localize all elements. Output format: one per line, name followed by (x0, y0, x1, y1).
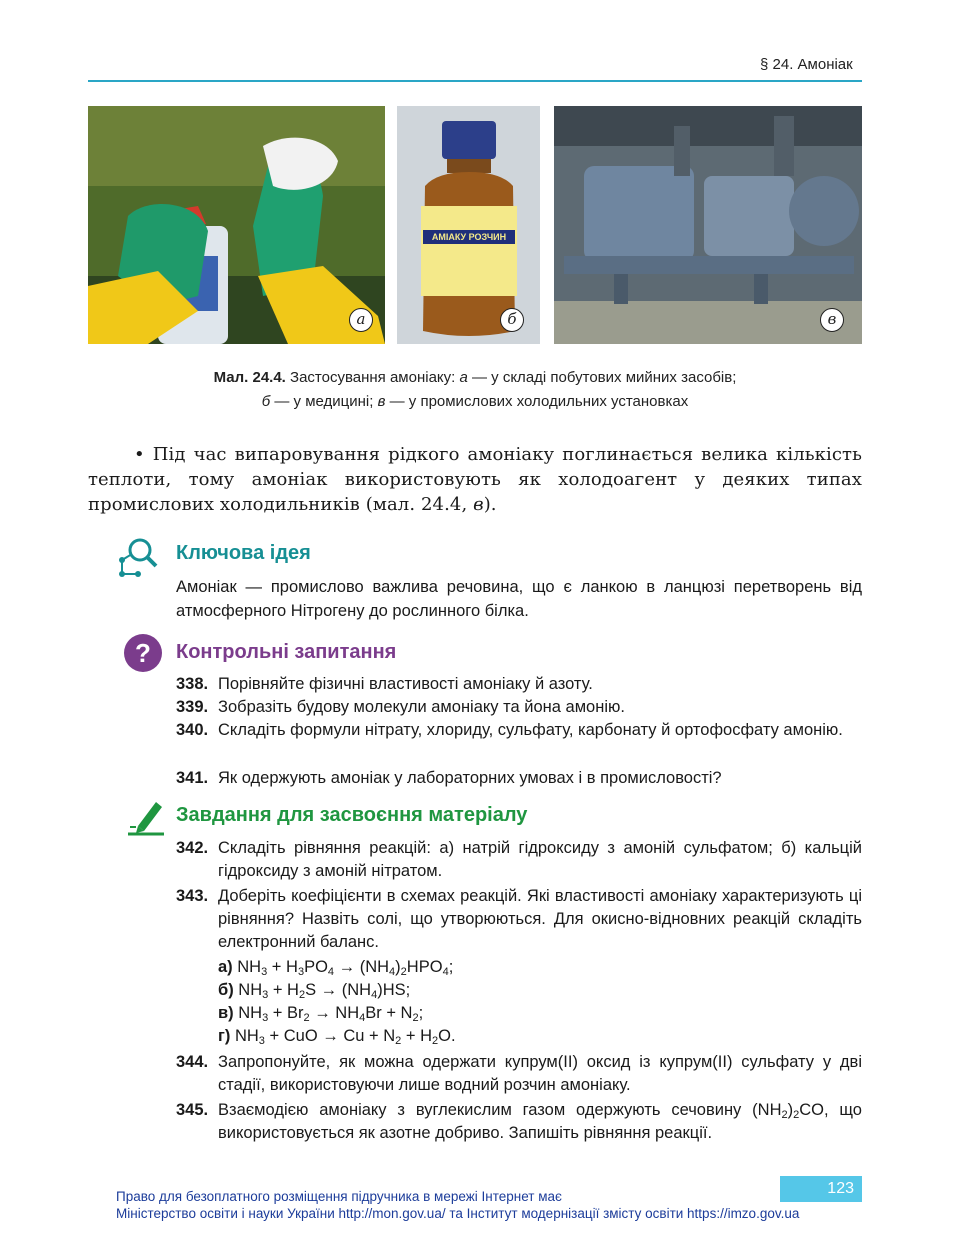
question-text: Порівняйте фізичні властивості амоніаку й азоту. (218, 675, 593, 693)
photo-cleaning-illustration (88, 106, 385, 344)
bottle-illustration (397, 106, 540, 344)
figure-caption (88, 366, 862, 414)
question-340 (176, 719, 862, 742)
machinery-illustration (554, 106, 862, 344)
task-number: 343. (176, 887, 209, 905)
photo-industrial-refrigeration (554, 106, 862, 344)
key-idea-title: Ключова ідея (176, 542, 311, 564)
bottle-label-text: АМІАКУ РОЗЧИН (431, 232, 507, 242)
reaction-v: в) $NH_3 + Br_2 \to NH_4Br + N_2$; (218, 1004, 424, 1024)
caption-b-text: — у медицині; (270, 393, 378, 410)
reaction-label: г) (218, 1027, 231, 1045)
figure-label-a: а (349, 308, 373, 332)
reaction-label: а) (218, 958, 233, 976)
header-rule (88, 80, 862, 82)
question-number: 339. (176, 698, 209, 716)
task-343 (176, 885, 862, 951)
task-text: Доберіть коефіцієнти в схемах реакцій. Які властивості амоніаку характеризують ці рівняння? Назвіть солі, що утворюються. Для окисно-відновних реакцій складіть електронний баланс. (218, 887, 862, 951)
question-341 (176, 767, 862, 790)
paragraph-text: • Під час випаровування рідкого амоніаку поглинається велика кількість теплоти, тому амоніак використовують як холодоагент у деяких типах промислових холодильників (мал. 24.4, (88, 444, 862, 515)
task-number: 344. (176, 1053, 209, 1071)
key-idea-text: Амоніак — промислово важлива речовина, що є ланкою в ланцюзі перетворень від атмосферного Нітрогену до рослинного білка. (176, 578, 862, 620)
reaction-a: а) $NH_3 + H_3PO_4 \to (NH_4)_2HPO_4$; (218, 958, 454, 978)
task-345 (176, 1099, 862, 1142)
task-number: 342. (176, 839, 209, 857)
page-number: 123 (780, 1176, 862, 1202)
reaction-g: г) $NH_3$ + CuO → $Cu + N_2 + H_2O$. (218, 1027, 456, 1047)
question-text: Як одержують амоніак у лабораторних умовах і в промисловості? (218, 769, 722, 787)
photo-ammonia-bottle (397, 106, 540, 344)
task-342 (176, 837, 862, 880)
pencil-icon (126, 796, 166, 841)
question-text: Складіть формули нітрату, хлориду, сульфату, карбонату й ортофосфату амонію. (218, 721, 843, 739)
reaction-label: в) (218, 1004, 234, 1022)
task-344 (176, 1051, 862, 1094)
paragraph-end: ). (483, 494, 497, 515)
figure-label-v: в (820, 308, 844, 332)
body-paragraph (88, 442, 862, 517)
question-icon: ? (124, 634, 162, 672)
question-number: 338. (176, 675, 209, 693)
reaction-b: б) $NH_3 + H_2S \to (NH_4)HS$; (218, 981, 411, 1001)
photo-cleaning-gloves (88, 106, 385, 344)
question-number: 340. (176, 721, 209, 739)
question-number: 341. (176, 769, 209, 787)
caption-a-text: — у складі побутових мийних засобів; (467, 369, 737, 386)
caption-a-letter: а (459, 369, 468, 386)
caption-v-letter: в (377, 393, 386, 410)
footer-line-2: Міністерство освіти і науки України http://mon.gov.ua/ та Інститут модернізації змісту освіти https://imzo.gov.ua (116, 1206, 800, 1221)
question-339 (176, 696, 862, 719)
control-questions-title: Контрольні запитання (176, 641, 397, 663)
task-number: 345. (176, 1101, 209, 1119)
paragraph-ref: в (473, 494, 484, 515)
caption-b-letter: б (261, 393, 271, 410)
task-text: Взаємодією амоніаку з вуглекислим газом одержують сечовину $(NH_2)_2CO$, що використовується як азотне добриво. Запишіть рівняння реакції. (218, 1101, 862, 1142)
caption-v-text: — у промислових холодильних установках (385, 393, 689, 410)
figure-label-b: б (500, 308, 524, 332)
reaction-label: б) (218, 981, 234, 999)
question-338 (176, 673, 862, 696)
tasks-title: Завдання для засвоєння матеріалу (176, 804, 528, 826)
question-text: Зобразіть будову молекули амоніаку та йона амонію. (218, 698, 625, 716)
task-text: Запропонуйте, як можна одержати купрум(ІІ) оксид із купрум(ІІ) сульфату у дві стадії, використовуючи лише водний розчин амоніаку. (218, 1053, 862, 1094)
caption-title: Мал. 24.4. (213, 369, 286, 386)
task-text: Складіть рівняння реакцій: а) натрій гідроксиду з амоній сульфатом; б) кальцій гідроксиду з амоній нітратом. (218, 839, 862, 880)
caption-intro: Застосування амоніаку: (285, 369, 460, 386)
footer-line-1: Право для безоплатного розміщення підручника в мережі Інтернет має (116, 1189, 562, 1204)
key-idea-icon (114, 536, 162, 585)
running-header: § 24. Амоніак (760, 56, 853, 73)
